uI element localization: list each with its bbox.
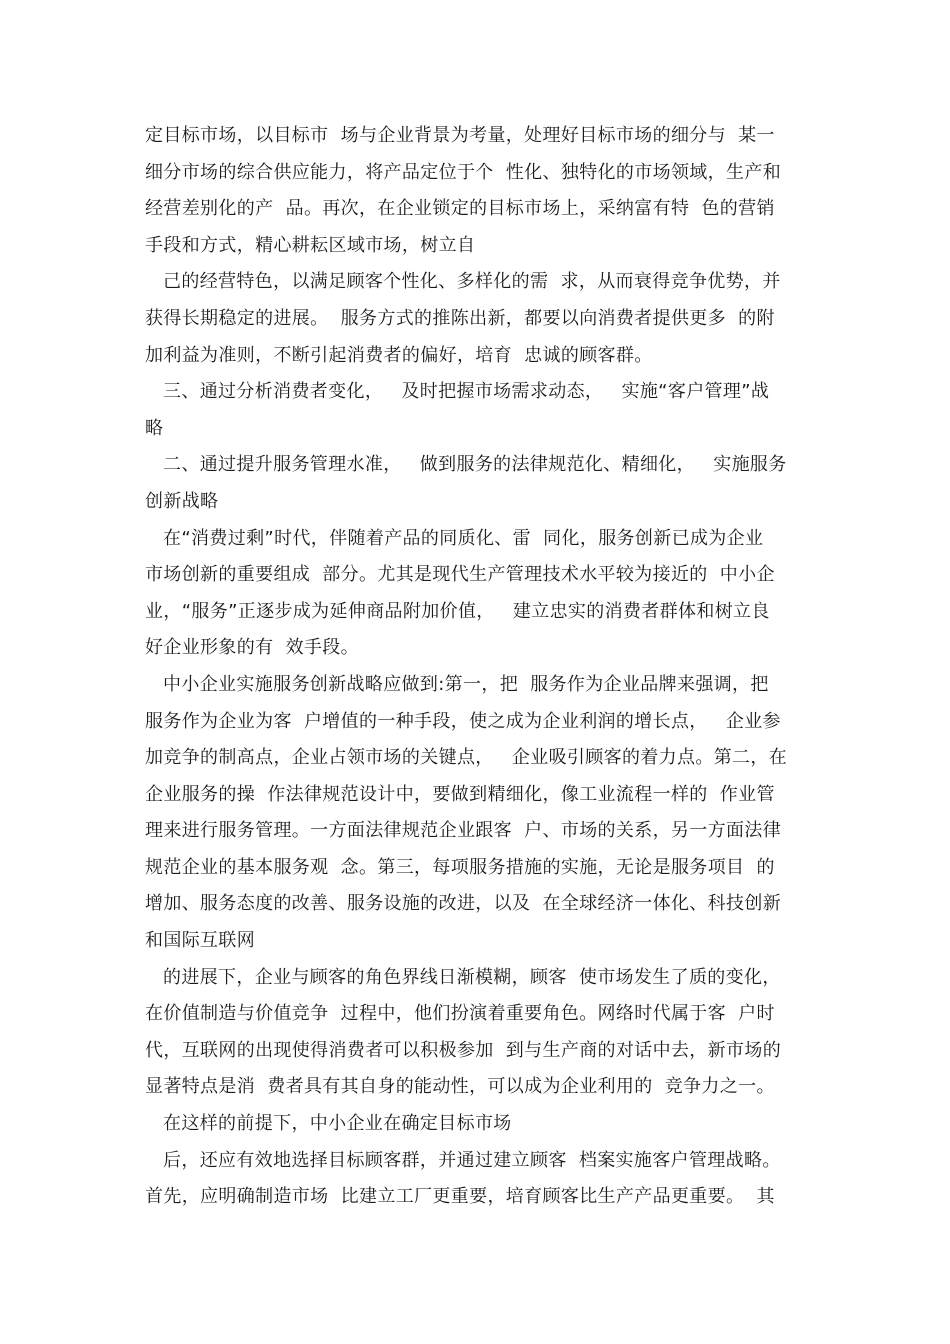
text-line: 加竞争的制高点，企业占领市场的关键点， 企业吸引顾客的着力点。第二，在	[145, 747, 788, 769]
text-line: 业，“服务”正逐步成为延伸商品附加价值， 建立忠实的消费者群体和树立良	[145, 600, 770, 622]
text-line: 好企业形象的有 效手段。	[145, 637, 359, 659]
text-line: 细分市场的综合供应能力，将产品定位于个 性化、独特化的市场领域，生产和	[145, 161, 782, 183]
text-line: 规范企业的基本服务观 念。第三，每项服务措施的实施，无论是服务项目 的	[145, 856, 775, 878]
text-line: 二、通过提升服务管理水准， 做到服务的法律规范化、精细化， 实施服务	[163, 454, 787, 476]
document-body	[145, 118, 810, 1216]
text-line: 获得长期稳定的进展。 服务方式的推陈出新，都要以向消费者提供更多 的附	[145, 307, 775, 329]
text-line: 手段和方式，精心耕耘区域市场，树立自	[145, 234, 476, 256]
text-line: 经营差别化的产 品。再次，在企业锁定的目标市场上，采纳富有特 色的营销	[145, 198, 775, 220]
text-line: 的进展下，企业与顾客的角色界线日渐模糊，顾客 使市场发生了质的变化，	[163, 966, 781, 988]
text-line: 首先，应明确制造市场 比建立工厂更重要，培育顾客比生产产品更重要。 其	[145, 1186, 775, 1208]
text-line: 企业服务的操 作法律规范设计中，要做到精细化，像工业流程一样的 作业管	[145, 783, 775, 805]
text-line: 三、通过分析消费者变化， 及时把握市场需求动态， 实施“客户管理”战	[163, 381, 770, 403]
text-line: 后，还应有效地选择目标顾客群，并通过建立顾客 档案实施客户管理战略。	[163, 1149, 781, 1171]
text-line: 创新战略	[145, 490, 219, 512]
text-line: 定目标市场，以目标市 场与企业背景为考量，处理好目标市场的细分与 某一	[145, 125, 775, 146]
text-line: 和国际互联网	[145, 930, 256, 952]
text-line: 中小企业实施服务创新战略应做到:第一，把 服务作为企业品牌来强调，把	[163, 673, 769, 695]
text-line: 在“消费过剩”时代，伴随着产品的同质化、雷 同化，服务创新已成为企业	[163, 527, 764, 549]
text-line: 理来进行服务管理。一方面法律规范企业跟客 户、市场的关系，另一方面法律	[145, 820, 782, 842]
text-line: 显著特点是消 费者具有其自身的能动性，可以成为企业利用的 竞争力之一。	[145, 1076, 775, 1098]
text-line: 略	[145, 417, 164, 439]
text-line: 市场创新的重要组成 部分。尤其是现代生产管理技术水平较为接近的 中小企	[145, 564, 775, 586]
text-line: 代，互联网的出现使得消费者可以积极参加 到与生产商的对话中去，新市场的	[145, 1039, 782, 1061]
text-line: 己的经营特色，以满足顾客个性化、多样化的需 求，从而衰得竞争优势，并	[163, 271, 781, 293]
text-line: 在这样的前提下，中小企业在确定目标市场	[163, 1113, 512, 1135]
text-line: 增加、服务态度的改善、服务设施的改进，以及 在全球经济一体化、科技创新	[145, 893, 782, 915]
text-line: 服务作为企业为客 户增值的一种手段，使之成为企业利润的增长点， 企业参	[145, 710, 781, 732]
text-line: 加利益为准则，不断引起消费者的偏好，培育 忠诚的顾客群。	[145, 344, 653, 366]
text-line: 在价值制造与价值竞争 过程中，他们扮演着重要角色。网络时代属于客 户时	[145, 1003, 775, 1025]
